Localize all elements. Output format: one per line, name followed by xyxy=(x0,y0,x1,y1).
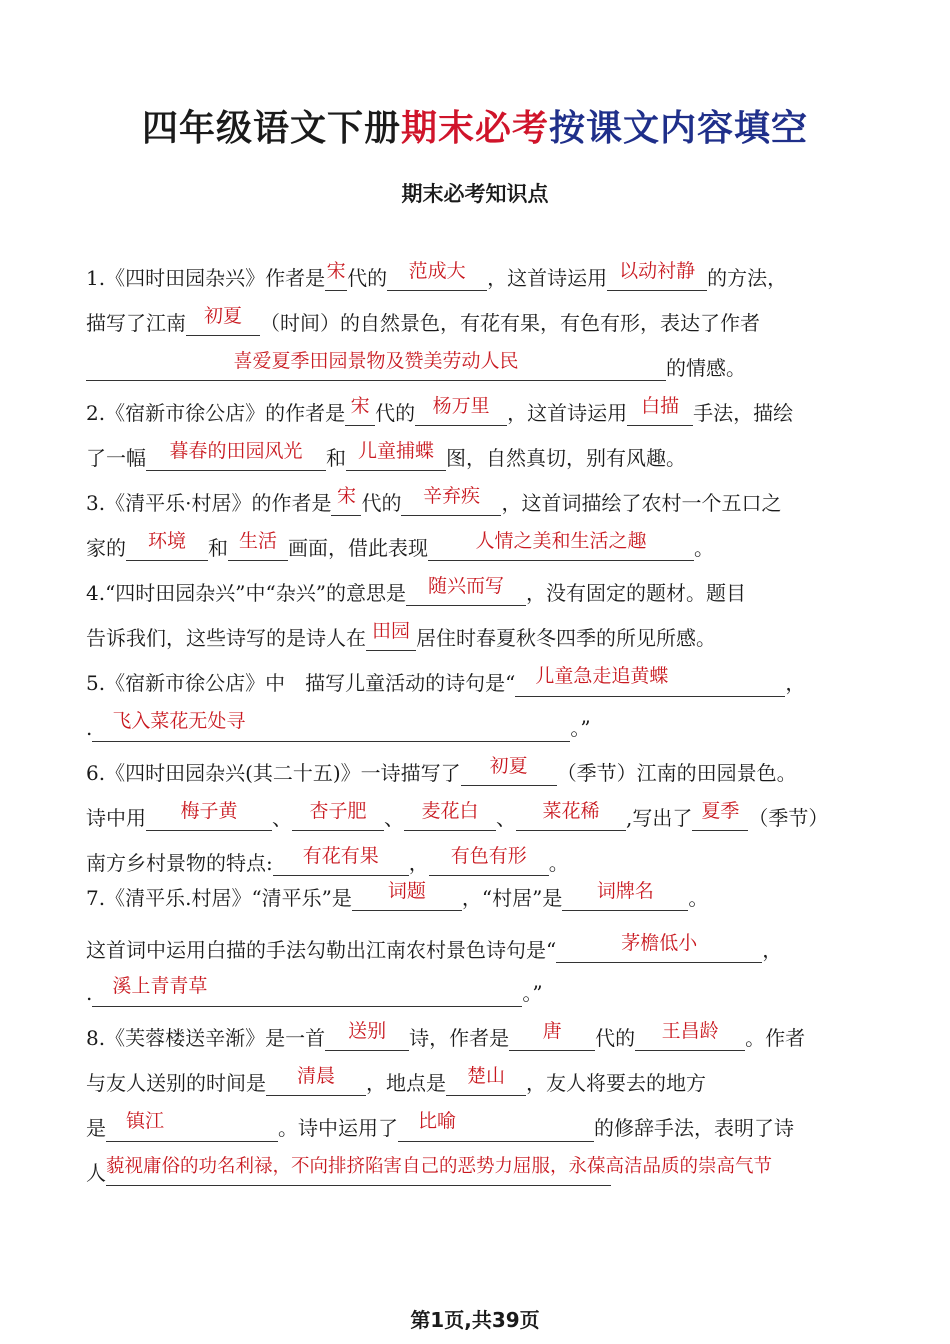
answer: 范成大 xyxy=(408,260,466,282)
text: 了一幅 xyxy=(86,446,146,470)
text: ,写出了 xyxy=(626,806,693,830)
text: . xyxy=(86,981,93,1005)
blank xyxy=(556,932,762,963)
text: 诗中用 xyxy=(86,806,146,830)
answer: 飞入菜花无处寻 xyxy=(112,710,246,732)
blank xyxy=(692,800,748,831)
text: 告诉我们，这些诗写的是诗人在 xyxy=(86,626,366,650)
answer: 有花有果 xyxy=(302,845,379,867)
text: ， xyxy=(785,671,806,695)
text: 4.“四时田园杂兴”中“杂兴”的意思是 xyxy=(86,581,406,605)
text: 。诗中运用了 xyxy=(278,1116,398,1140)
text: 代的 xyxy=(347,266,388,290)
q7-line-3 xyxy=(86,975,543,1008)
answer: 送别 xyxy=(348,1020,387,1042)
text: 居住时春夏秋冬四季的所见所感。 xyxy=(416,626,716,650)
text: （时间）的自然景色，有花有果，有色有形，表达了作者 xyxy=(260,311,760,335)
answer: 词题 xyxy=(387,880,426,902)
blank xyxy=(92,975,522,1007)
q8-line-3 xyxy=(86,1110,794,1143)
answer: 比喻 xyxy=(418,1110,457,1132)
text: ，友人将要去的地方 xyxy=(526,1071,706,1095)
blank xyxy=(607,260,707,291)
text: 人 xyxy=(86,1161,106,1185)
answer: 辛弃疾 xyxy=(422,485,480,507)
text: （季节） xyxy=(748,806,829,830)
text: 与友人送别的时间是 xyxy=(86,1071,266,1095)
answer: 喜爱夏季田园景物及赞美劳动人民 xyxy=(233,350,519,372)
answer: 随兴而写 xyxy=(427,575,504,597)
blank xyxy=(415,395,507,426)
answer: 茅檐低小 xyxy=(621,932,698,954)
text: ，“村居”是 xyxy=(461,886,563,910)
text: 1.《四时田园杂兴》作者是 xyxy=(86,266,326,290)
blank xyxy=(325,260,347,291)
subtitle: 期末必考知识点 xyxy=(401,182,549,206)
blank xyxy=(509,1020,595,1051)
blank xyxy=(106,1110,278,1142)
blank xyxy=(146,440,326,471)
text: 2.《宿新市徐公店》的作者是 xyxy=(86,401,346,425)
q4-line-1 xyxy=(86,575,746,608)
q7-line-2 xyxy=(86,932,783,965)
text: 的修辞手法，表明了诗 xyxy=(594,1116,794,1140)
blank xyxy=(398,1110,594,1142)
q7-line-1 xyxy=(86,880,709,913)
blank xyxy=(352,880,462,911)
answer: 初夏 xyxy=(489,755,528,777)
q2-line-1 xyxy=(86,395,794,428)
answer: 宋 xyxy=(326,260,346,282)
blank xyxy=(406,575,526,606)
blank xyxy=(387,260,487,291)
blank xyxy=(126,530,208,561)
blank xyxy=(266,1065,366,1096)
blank xyxy=(562,880,688,911)
blank xyxy=(331,485,361,516)
q8-line-2 xyxy=(86,1065,706,1098)
text: 代的 xyxy=(595,1026,636,1050)
text: 和 xyxy=(208,536,228,560)
text: 诗，作者是 xyxy=(409,1026,510,1050)
blank xyxy=(292,800,384,831)
answer: 梅子黄 xyxy=(180,800,238,822)
answer: 儿童急走追黄蝶 xyxy=(535,665,669,687)
blank xyxy=(345,395,375,426)
answer: 镇江 xyxy=(126,1110,165,1132)
text: ，地点是 xyxy=(366,1071,446,1095)
q6-line-1 xyxy=(86,755,797,788)
answer: 暮春的田园风光 xyxy=(169,440,303,462)
text: 8.《芙蓉楼送辛渐》是一首 xyxy=(86,1026,326,1050)
answer: 麦花白 xyxy=(421,800,479,822)
text: 。” xyxy=(570,716,591,740)
blank xyxy=(627,395,693,426)
answer: 环境 xyxy=(147,530,186,552)
text: 画面，借此表现 xyxy=(288,536,428,560)
text: 描写了江南 xyxy=(86,311,186,335)
page-title xyxy=(0,100,950,151)
answer: 有色有形 xyxy=(450,845,527,867)
title-part-1: 四年级语文下册 xyxy=(141,108,401,149)
q3-line-2 xyxy=(86,530,714,563)
title-part-3: 按课文内容填空 xyxy=(549,108,809,149)
text: 南方乡村景物的特点: xyxy=(86,851,273,875)
blank xyxy=(92,710,570,742)
text: 、 xyxy=(272,806,292,830)
text: 是 xyxy=(86,1116,106,1140)
answer: 夏季 xyxy=(701,800,740,822)
q1-line-3 xyxy=(86,350,746,383)
q1-line-1 xyxy=(86,260,788,293)
blank xyxy=(401,485,501,516)
blank xyxy=(366,620,416,651)
answer: 楚山 xyxy=(466,1065,505,1087)
answer: 初夏 xyxy=(203,305,242,327)
text: 、 xyxy=(384,806,404,830)
text: 和 xyxy=(326,446,346,470)
answer: 杨万里 xyxy=(432,395,490,417)
text: ， xyxy=(408,851,429,875)
answer: 宋 xyxy=(350,395,370,417)
text: 、 xyxy=(496,806,516,830)
text: 6.《四时田园杂兴(其二十五)》一诗描写了 xyxy=(86,761,461,785)
answer: 以动衬静 xyxy=(619,260,696,282)
text: ，这首诗运用 xyxy=(487,266,608,290)
q8-line-1 xyxy=(86,1020,806,1053)
q4-line-2 xyxy=(86,620,716,653)
q5-line-1 xyxy=(86,665,806,698)
blank xyxy=(428,530,694,561)
answer: 儿童捕蝶 xyxy=(357,440,434,462)
blank xyxy=(146,800,272,831)
answer: 王昌龄 xyxy=(661,1020,719,1042)
blank xyxy=(516,800,626,831)
text: 的方法， xyxy=(707,266,788,290)
q6-line-3 xyxy=(86,845,569,878)
text: ，这首诗运用 xyxy=(507,401,628,425)
answer: 杏子肥 xyxy=(309,800,367,822)
q2-line-2 xyxy=(86,440,686,473)
blank xyxy=(346,440,446,471)
text: ， xyxy=(762,938,783,962)
answer: 清晨 xyxy=(296,1065,335,1087)
answer: 词牌名 xyxy=(596,880,654,902)
answer: 菜花稀 xyxy=(542,800,600,822)
text: 。 xyxy=(688,886,709,910)
blank xyxy=(635,1020,745,1051)
answer: 宋 xyxy=(336,485,356,507)
text: 代的 xyxy=(375,401,416,425)
answer: 白描 xyxy=(641,395,680,417)
answer: 唐 xyxy=(542,1020,562,1042)
text: 3.《清平乐·村居》的作者是 xyxy=(86,491,332,515)
text: 家的 xyxy=(86,536,126,560)
text: 。 xyxy=(694,536,714,560)
text: 这首词中运用白描的手法勾勒出江南农村景色诗句是“ xyxy=(86,938,557,962)
text: 5.《宿新市徐公店》中 描写儿童活动的诗句是“ xyxy=(86,671,516,695)
page-footer: 第1页,共39页 xyxy=(410,1308,540,1332)
q3-line-1 xyxy=(86,485,782,518)
text: 手法，描绘 xyxy=(693,401,794,425)
text: 代的 xyxy=(361,491,402,515)
text: 。” xyxy=(522,981,543,1005)
text: （季节）江南的田园景色。 xyxy=(556,761,797,785)
text: 。作者 xyxy=(745,1026,806,1050)
text: 的情感。 xyxy=(666,356,746,380)
title-part-2: 期末必考 xyxy=(400,108,549,149)
q8-line-4 xyxy=(86,1156,773,1188)
text: 7.《清平乐.村居》“清平乐”是 xyxy=(86,886,352,910)
answer: 田园 xyxy=(371,620,410,642)
text: 。 xyxy=(548,851,569,875)
blank xyxy=(106,1156,773,1186)
blank xyxy=(228,530,288,561)
text: 图，自然真切，别有风趣。 xyxy=(446,446,686,470)
q6-line-2 xyxy=(86,800,829,833)
answer: 生活 xyxy=(238,530,277,552)
blank xyxy=(86,350,666,381)
blank xyxy=(186,305,260,336)
blank xyxy=(461,755,557,786)
blank xyxy=(515,665,785,697)
q5-line-2 xyxy=(86,710,591,743)
answer: 溪上青青草 xyxy=(112,975,208,997)
blank xyxy=(325,1020,409,1051)
blank xyxy=(446,1065,526,1096)
answer: 人情之美和生活之趣 xyxy=(475,530,647,552)
blank xyxy=(273,845,409,876)
text: ，这首词描绘了农村一个五口之 xyxy=(501,491,782,515)
blank xyxy=(429,845,549,876)
q1-line-2 xyxy=(86,305,760,338)
text: ，没有固定的题材。题目 xyxy=(525,581,746,605)
blank xyxy=(404,800,496,831)
answer: 藐视庸俗的功名利禄，不向排挤陷害自己的恶势力屈服，永葆高洁品质的崇高气节 xyxy=(106,1156,773,1177)
text: . xyxy=(86,716,93,740)
